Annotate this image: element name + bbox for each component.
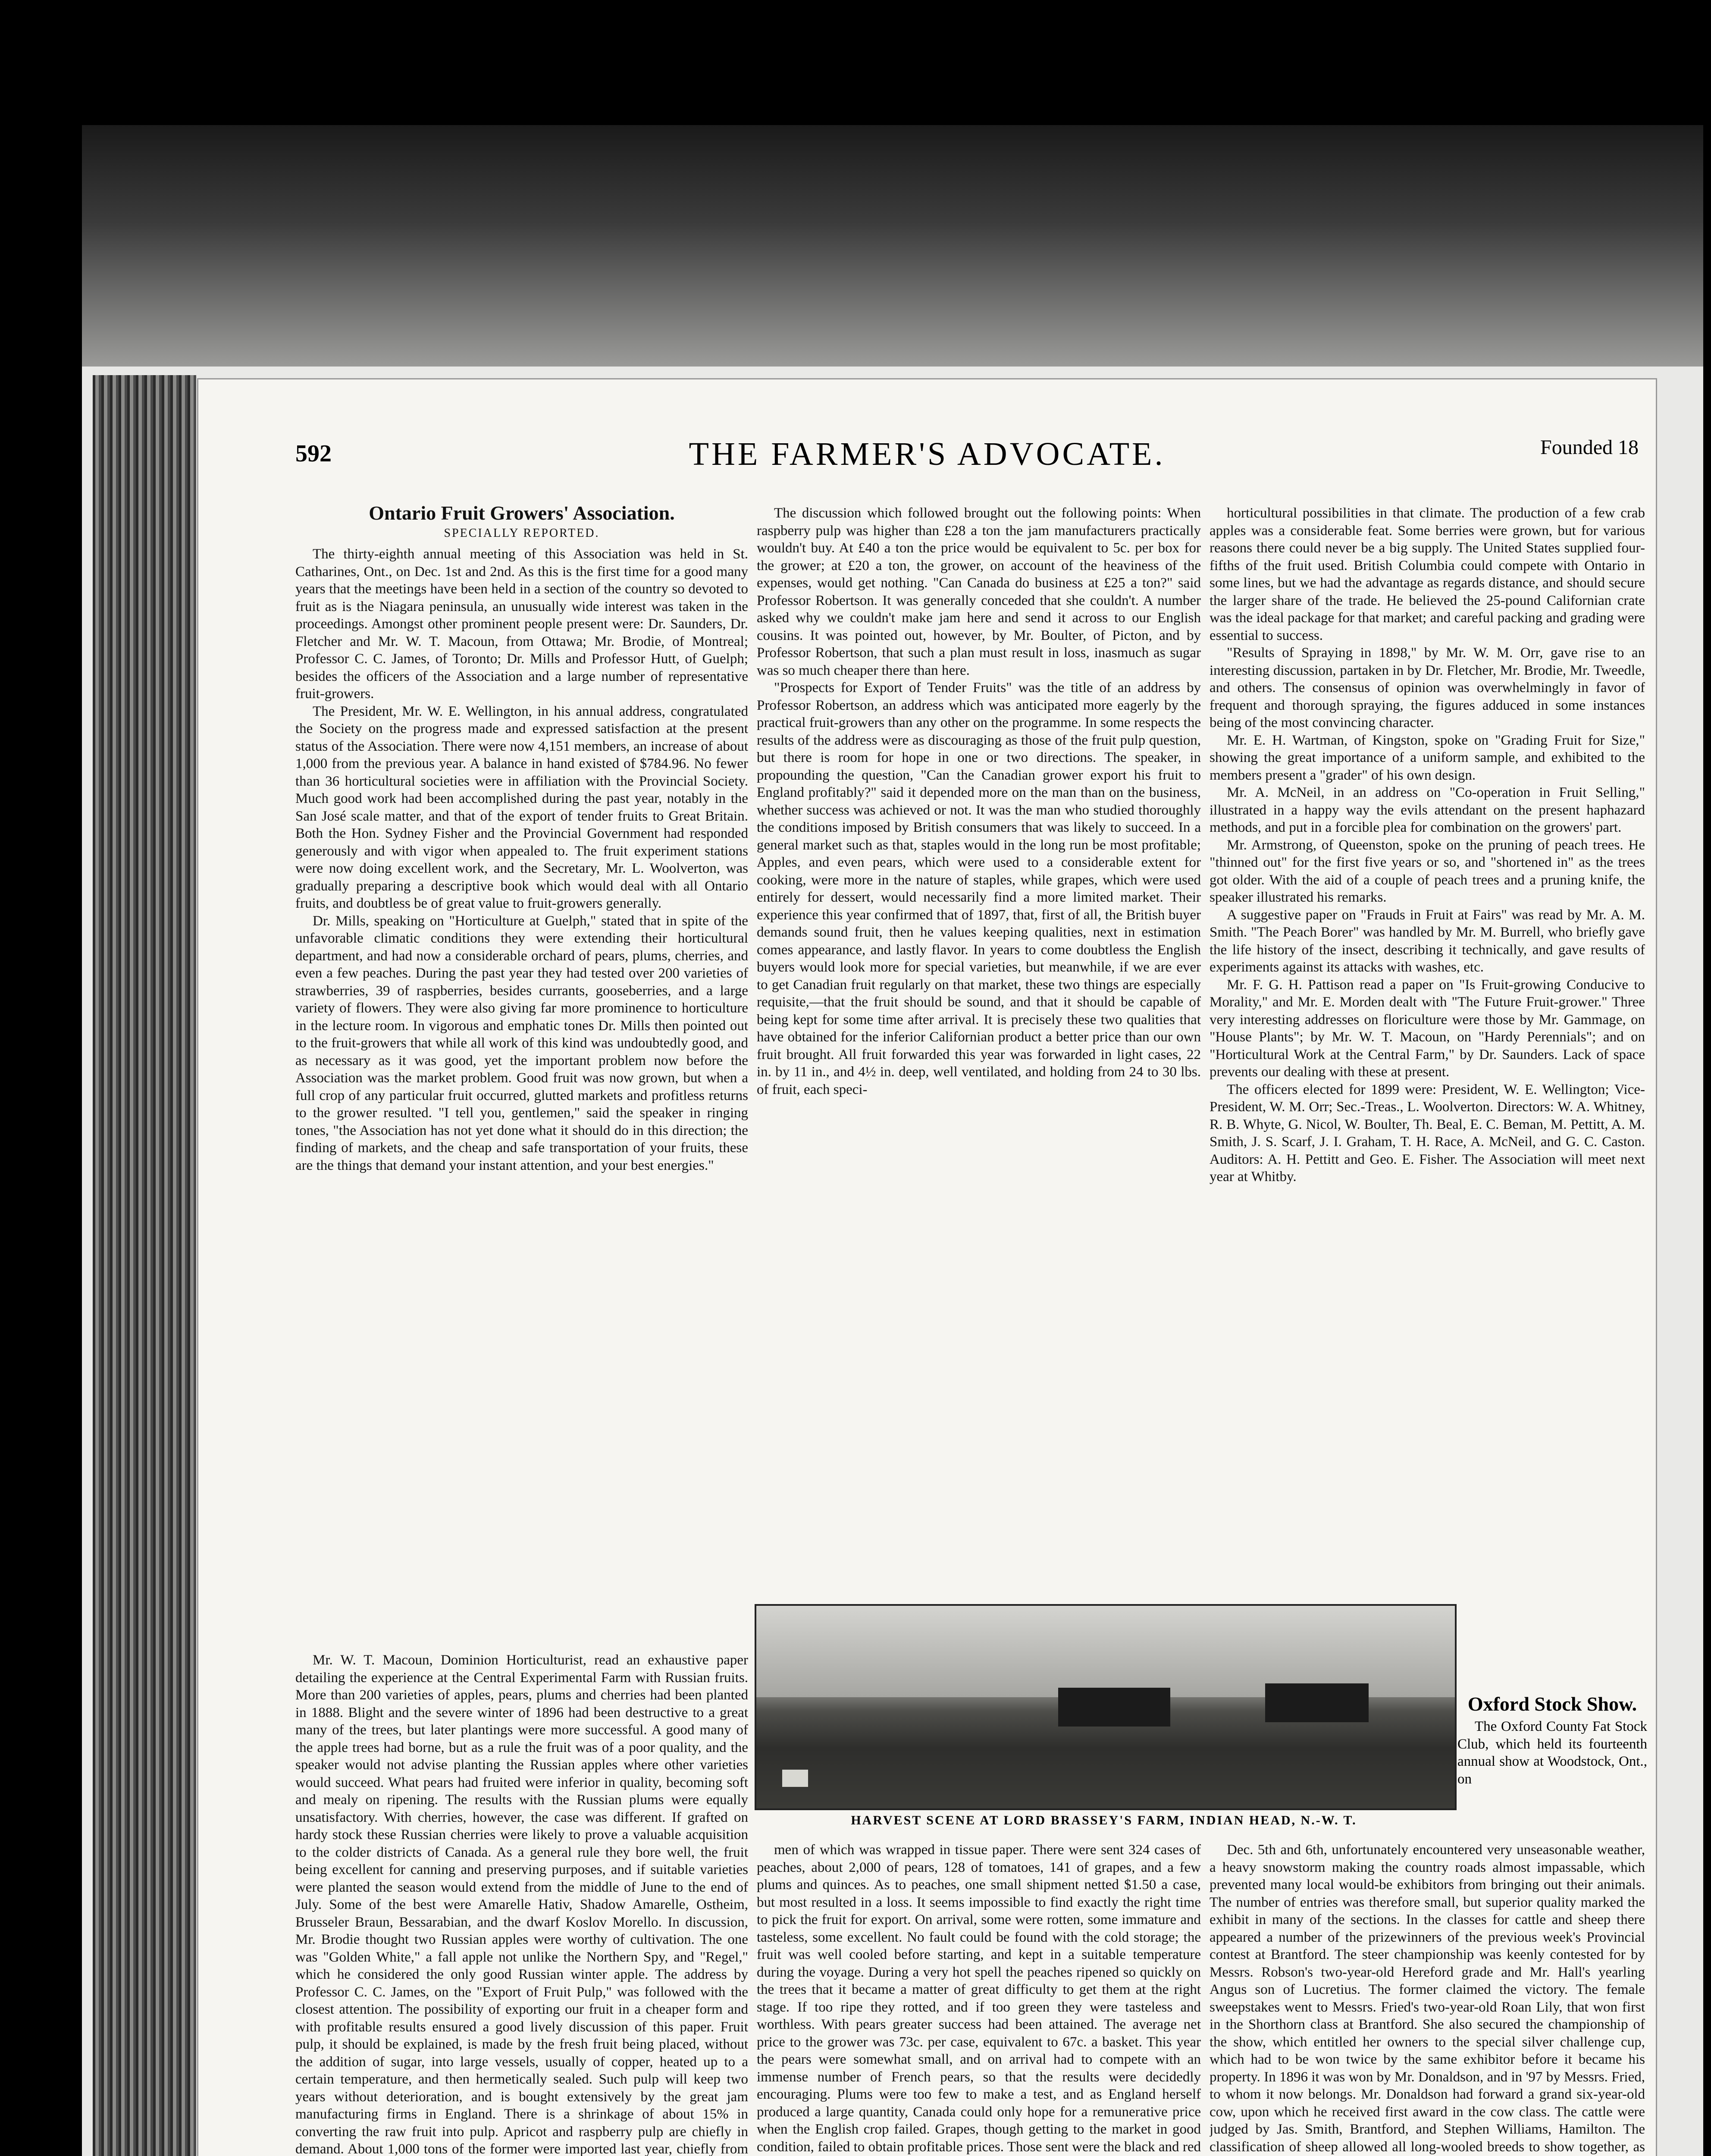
paragraph: Dec. 5th and 6th, unfortunately encountered very unseasonable weather, a heavy snowstorm making the country roads almost impassable, which prevented many local would-be exhibitors from bringing out their animals. The number of entries was therefore small, but superior quality marked the exhibit in many of the sections. In the classes for cattle and sheep there appeared a number of the prizewinners of the previous week's Provincial contest at Brantford. The steer championship was keenly contested for by Messrs. Robson's two-year-old Hereford grade and Mr. Hall's yearling Angus son of Lucretius. The former claimed the victory. The female sweepstakes went to Messrs. Fried's two-year-old Roan Lily, that won first in the Shorthorn class at Brantford. She also secured the championship of the show, which entitled her owners to the special silver challenge cup, which had to be won twice by the same exhibitor before it became his property. In 1896 it was won by Mr. Donaldson, and in '97 by Messrs. Fried, to whom it now belongs. Mr. Donaldson had forward a grand six-year-old cow, upon which he received first award in the cow class. The cattle were judged by Jas. Smith, Brantford, and Stephen Williams, Hamilton. The classification of sheep allowed all long-wooled breeds to show together, as bbox=[1210, 1842, 1645, 2155]
founded-label: Founded 18 bbox=[1540, 436, 1639, 459]
page-shadow bbox=[82, 125, 1703, 367]
paragraph: Mr. E. H. Wartman, of Kingston, spoke on "Grading Fruit for Size," showing the great importance of a uniform sample, and exhibited to the members present a "grader" of his own design. bbox=[1210, 732, 1645, 783]
masthead: THE FARMER'S ADVOCATE. bbox=[689, 436, 1166, 472]
photo-binder bbox=[1265, 1683, 1369, 1722]
paragraph: The discussion which followed brought out the following points: When raspberry pulp was higher than £28 a ton the jam manufacturers practically wouldn't buy. At £40 a ton the price would be equivalent to 5c. per box for the grower; at £20 a ton, the grower, on account of the heaviness of the expenses, would get nothing. "Can Canada do business at £25 a ton?" said Professor Robertson. It was generally conceded that she couldn't. A number asked why we couldn't make jam here and send it across to our English cousins. It was pointed out, however, by Mr. Boulter, of Picton, and by Professor Robertson, that such a plan must result in loss, inasmuch as sugar was so much cheaper there than here. bbox=[757, 505, 1201, 678]
harvest-photo bbox=[755, 1604, 1457, 1810]
paragraph: A suggestive paper on "Frauds in Fruit at Fairs" was read by Mr. A. M. Smith. "The Peach Borer" was handled by Mr. M. Burrell, who briefly gave the life history of the insect, describing it technically, and gave results of experiments against its attacks with washes, etc. bbox=[1210, 907, 1645, 975]
article-subtitle: SPECIALLY REPORTED. bbox=[444, 526, 600, 540]
paragraph: Mr. W. T. Macoun, Dominion Horticulturist, read an exhaustive paper detailing the experience at the Central Experimental Farm with Russian fruits. More than 200 varieties of apples, pears, plums and cherries had been planted in 1888. Blight and the severe winter of 1896 had been destructive to a great many of the trees, but later plantings were more successful. A good many of the apple trees had borne, but as a rule the fruit was of a poor quality, and the speaker would not advise planting the Russian apples where other varieties would succeed. What pears had fruited were inferior in quality, becoming soft and mealy on ripening. The results with the Russian plums were equally unsatisfactory. With cherries, however, the case was different. If grafted on hardy stock these Russian cherries were likely to prove a valuable acquisition to the colder districts of Canada. As a general rule they bore well, the fruit being excellent for canning and preserving purposes, and if suitable varieties were planted the season would extend from the middle of June to the end of July. Some of the best were Amarelle Hativ, Shadow Amarelle, Ostheim, Brusseler Braun, Bessarabian, and the dwarf Koslov Morello. In discussion, Mr. Brodie thought two Russian apples were worthy of cultivation. The one was "Golden White," a fall apple not unlike the Northern Spy, and "Regel," which he considered the only good Russian winter apple. The address by Professor C. C. James, on the "Export of Fruit Pulp," was followed with the closest attention. The possibility of exporting our fruit in a cheaper form and with profitable results ensured a good lively discussion of this paper. Fruit pulp, it should be explained, is made by the fresh fruit being placed, without the addition of sugar, into large vessels, usually of copper, heated up to a certain temperature, and then hermetically sealed. Such pulp will keep two years without deterioration, and is bought extensively by the great jam manufacturing firms in England. There is a shrinkage of about 15% in converting the raw fruit into pulp. Apricot and raspberry pulp are chiefly in demand. About 1,000 tons of the former were imported last year, chiefly from bbox=[295, 1652, 748, 2156]
column-2 bbox=[757, 505, 1201, 1098]
paragraph: The thirty-eighth annual meeting of this Association was held in St. Catharines, Ont., on Dec. 1st and 2nd. As this is the first time for a good many years that the meetings have been held in a section of the country so devoted to fruit as is the Niagara peninsula, an unusually wide interest was taken in the proceedings. Amongst other prominent people present were: Dr. Saunders, Dr. Fletcher and Mr. W. T. Macoun, from Ottawa; Mr. Brodie, of Montreal; Professor C. C. James, of Toronto; Dr. Mills and Professor Hutt, of Guelph; besides the officers of the Association and a large number of representative fruit-growers. bbox=[295, 546, 748, 702]
bottom-column-3 bbox=[1210, 1841, 1645, 2156]
paragraph: "Results of Spraying in 1898," by Mr. W. M. Orr, gave rise to an interesting discussion, partaken in by Dr. Fletcher, Mr. Brodie, Mr. Tweedle, and others. The consensus of opinion was overwhelmingly in favor of frequent and thorough spraying, the figures adduced in some instances being of the most convincing character. bbox=[1210, 645, 1645, 730]
paragraph: horticultural possibilities in that climate. The production of a few crab apples was a considerable feat. Some berries were grown, but for various reasons there could never be a big supply. The United States supplied four-fifths of the fruit used. British Columbia could compete with Ontario in some lines, but we had the advantage as regards distance, and should secure the larger share of the trade. He believed the 25-pound Californian crate was the ideal package for that market; and careful packing and grading were essential to success. bbox=[1210, 505, 1645, 643]
article-title: Oxford Stock Show. bbox=[1467, 1693, 1637, 1715]
paragraph: Mr. Armstrong, of Queenston, spoke on the pruning of peach trees. He "thinned out" for the first five years or so, and "shortened in" as the trees got older. With the aid of a couple of peach trees and a pruning knife, the speaker illustrated his remarks. bbox=[1210, 837, 1645, 905]
photo-sheaf bbox=[782, 1770, 808, 1787]
book-page-edges bbox=[93, 375, 196, 2156]
bottom-column-2 bbox=[757, 1841, 1201, 2156]
oxford-article-head bbox=[1457, 1692, 1647, 1788]
page-header bbox=[198, 436, 1656, 483]
paragraph: The officers elected for 1899 were: President, W. E. Wellington; Vice-President, W. M. Orr; Sec.-Treas., L. Woolverton. Directors: W. A. Whitney, R. B. Whyte, G. Nicol, W. Boulter, Th. Beal, E. C. Beman, M. Pettitt, A. M. Smith, J. S. Scarf, J. I. Graham, T. H. Race, A. McNeil, and G. C. Caston. Auditors: A. H. Pettitt and Geo. E. Fisher. The Association will meet next year at Whitby. bbox=[1210, 1081, 1645, 1185]
paragraph: "Prospects for Export of Tender Fruits" was the title of an address by Professor Robertson, an address which was anticipated more eagerly by the practical fruit-growers than any other on the programme. In some respects the results of the address were as discouraging as those of the fruit pulp question, but there is room for hope in one or two directions. The speaker, in propounding the question, "Can the Canadian grower export his fruit to England profitably?" said it depended more on the man than on the business, whether success was achieved or not. It was the man who studied thoroughly the conditions imposed by British consumers that was likely to succeed. In a general market such as that, staples would in the long run be most profitable; Apples, and even pears, which were used to a considerable extent for cooking, were more in the nature of staples, while grapes, which were used entirely for dessert, would necessarily find a more limited market. Their experience this year confirmed that of 1897, that, first of all, the British buyer demands sound fruit, then he values keeping qualities, next in estimation comes appearance, and lastly flavor. In years to come doubtless the English buyers would look more for special varieties, but meanwhile, if we are ever to get Canadian fruit regularly on that market, these two things are especially requisite,—that the fruit should be sound, and that it should be capable of being kept for some time after arrival. It is precisely these two qualities that have obtained for the inferior Californian product a better price than our own fruit brought. All fruit forwarded this year was forwarded in light cases, 22 in. by 11 in., and 4½ in. deep, well ventilated, and holding from 24 to 30 lbs. of fruit, each speci- bbox=[757, 680, 1201, 1097]
paragraph: The Oxford County Fat Stock Club, which held its fourteenth annual show at Woodstock, Ont., on bbox=[1457, 1719, 1647, 1787]
paragraph: men of which was wrapped in tissue paper. There were sent 324 cases of peaches, about 2,000 of pears, 128 of tomatoes, 141 of grapes, and a few plums and quinces. As to peaches, one small shipment netted $1.50 a case, but most resulted in a loss. It seems impossible to find exactly the right time to pick the fruit for export. On arrival, some were rotten, some immature and tasteless, some excellent. No fault could be found with the cold storage; the fruit was well cooled before starting, and kept in a suitable temperature during the voyage. During a very hot spell the peaches ripened so quickly on the trees that it became a matter of great difficulty to get them at the right stage. If too ripe they rotted, and if too green they were tasteless and worthless. With pears greater success had been attained. The average net price to the grower was 73c. per case, equivalent to 67c. a basket. This year the pears were somewhat small, and on arrival had to compete with an immense number of French pears, so that the results were decidedly encouraging. Plums were too few to make a test, and as England herself produced a large quantity, Canada could only hope for a remunerative price when the English crop failed. Grapes, though getting to the market in good condition, failed to obtain profitable prices. Those sent were the black and red bbox=[757, 1842, 1201, 2155]
newspaper-page bbox=[198, 379, 1656, 2156]
paragraph: Mr. F. G. H. Pattison read a paper on "Is Fruit-growing Conducive to Morality," and Mr. E. Morden dealt with "The Future Fruit-grower." Three very interesting addresses on floriculture were those by Mr. Gammage, on "House Plants"; by Mr. W. T. Macoun, on "Hardy Perennials"; and on "Horticultural Work at the Central Farm," by Dr. Saunders. Lack of space prevents our dealing with these at present. bbox=[1210, 977, 1645, 1080]
page-number: 592 bbox=[295, 440, 332, 467]
article-title: Ontario Fruit Growers' Association. bbox=[369, 502, 675, 524]
photo-binder bbox=[1058, 1688, 1170, 1727]
paragraph: Mr. A. McNeil, in an address on "Co-operation in Fruit Selling," illustrated in a happy way the evils attendant on the present haphazard methods, and put in a forcible plea for combination on the growers' part. bbox=[1210, 785, 1645, 835]
column-3 bbox=[1210, 505, 1645, 1600]
photo-caption: HARVEST SCENE AT LORD BRASSEY'S FARM, INDIAN HEAD, N.-W. T. bbox=[851, 1813, 1357, 1827]
bottom-column-1 bbox=[295, 1651, 748, 2156]
paragraph: The President, Mr. W. E. Wellington, in his annual address, congratulated the Society on the progress made and expressed satisfaction at the present status of the Association. There were now 4,151 members, an increase of about 1,000 from the previous year. A balance in hand existed of $784.96. No fewer than 36 horticultural societies were in affiliation with the Provincial Society. Much good work had been accomplished during the past year, notably in the San José scale matter, and that of the export of tender fruits to Great Britain. Both the Hon. Sydney Fisher and the Provincial Government had responded generously and with vigor when appealed to. The fruit experiment stations were now doing excellent work, and the Secretary, Mr. L. Woolverton, was gradually preparing a descriptive book which would deal with all Ontario fruits, and doubtless be of great value to fruit-growers generally. bbox=[295, 703, 748, 911]
paragraph: Dr. Mills, speaking on "Horticulture at Guelph," stated that in spite of the unfavorable climatic conditions they were extending their horticultural department, and had now a considerable orchard of pears, plums, cherries, and even a few peaches. During the past year they had tested over 200 varieties of strawberries, 39 of raspberries, besides currants, gooseberries, and a large variety of flowers. They were also giving far more prominence to horticulture in the lecture room. In vigorous and emphatic tones Dr. Mills then pointed out to the fruit-growers that while all work of this kind was undoubtedly good, and as necessary as it was good, yet the important problem now before the Association was the market problem. Good fruit was now grown, but when a full crop of any particular fruit occurred, glutted markets and profitless returns to the grower resulted. "I tell you, gentlemen," said the speaker in ringing tones, "the Association has not yet done what it should do in this direction; the finding of markets, and the cheap and safe transportation of your fruits, these are the things that demand your instant attention, and your best energies." bbox=[295, 913, 748, 1173]
column-1 bbox=[295, 502, 748, 1174]
